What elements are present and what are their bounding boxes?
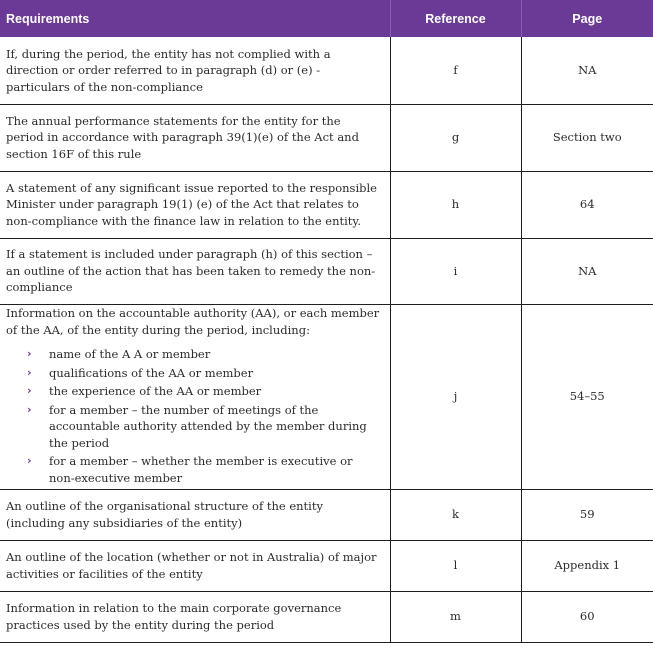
- requirement-cell: The annual performance statements for the entity for the period in accordance with paragraph 39(1)(e) of the Act and section 16F of this rule: [0, 104, 390, 171]
- requirement-cell: If, during the period, the entity has not complied with a direction or order referred to in paragraph (d) or (e) - particulars of the non-compliance: [0, 37, 390, 104]
- table-row: [0, 540, 653, 591]
- chevron-right-icon: ›: [27, 454, 32, 467]
- bullet-item: [6, 453, 382, 486]
- header-page: Page: [521, 0, 653, 37]
- bullet-text: qualifications of the AA or member: [49, 365, 254, 380]
- header-row: [0, 0, 653, 37]
- header-reference: Reference: [390, 0, 521, 37]
- page-cell: NA: [521, 37, 653, 104]
- page-cell: 54–55: [521, 304, 653, 489]
- requirement-text: Information on the accountable authority (AA), or each member of the AA, of the entity during the period, including:: [6, 306, 380, 337]
- chevron-right-icon: ›: [27, 384, 32, 397]
- reference-cell: i: [390, 238, 521, 304]
- chevron-right-icon: ›: [27, 365, 32, 379]
- reference-cell: m: [390, 591, 521, 642]
- bullet-item: [6, 383, 382, 400]
- chevron-right-icon: ›: [27, 347, 32, 360]
- requirement-bullet-list: [6, 346, 382, 486]
- reference-cell: k: [390, 489, 521, 540]
- page-cell: 60: [521, 591, 653, 642]
- chevron-right-icon: ›: [27, 402, 32, 416]
- page-cell: 64: [521, 171, 653, 238]
- requirement-cell: An outline of the organisational structure of the entity (including any subsidiaries of the entity): [0, 489, 390, 540]
- table-row: [0, 104, 653, 171]
- page-cell: Section two: [521, 104, 653, 171]
- page-cell: NA: [521, 238, 653, 304]
- table-row: [0, 238, 653, 304]
- bullet-text: for a member – whether the member is executive or non-executive member: [49, 454, 353, 485]
- requirement-cell: A statement of any significant issue reported to the responsible Minister under paragraph 19(1) (e) of the Act that relates to non-compliance with the finance law in relation to the entity.: [0, 171, 390, 238]
- requirement-cell: Information in relation to the main corporate governance practices used by the entity during the period: [0, 591, 390, 642]
- bullet-item: [6, 346, 382, 363]
- bullet-item: [6, 365, 382, 382]
- page-cell: Appendix 1: [521, 540, 653, 591]
- bullet-text: for a member – the number of meetings of the accountable authority attended by the member during the period: [49, 402, 367, 450]
- header-requirements: Requirements: [0, 0, 390, 37]
- table-row: [0, 304, 653, 489]
- requirement-cell: An outline of the location (whether or not in Australia) of major activities or facilities of the entity: [0, 540, 390, 591]
- requirement-cell: [0, 304, 390, 489]
- table-row: [0, 171, 653, 238]
- requirement-cell: If a statement is included under paragraph (h) of this section – an outline of the action that has been taken to remedy the non-compliance: [0, 238, 390, 304]
- reference-cell: f: [390, 37, 521, 104]
- reference-cell: h: [390, 171, 521, 238]
- bullet-text: the experience of the AA or member: [49, 384, 262, 398]
- reference-cell: g: [390, 104, 521, 171]
- bullet-text: name of the A A or member: [49, 347, 211, 361]
- bullet-item: [6, 402, 382, 452]
- reference-cell: l: [390, 540, 521, 591]
- page-cell: 59: [521, 489, 653, 540]
- table-row: [0, 591, 653, 642]
- table-row: [0, 37, 653, 104]
- reference-cell: j: [390, 304, 521, 489]
- table-row: [0, 489, 653, 540]
